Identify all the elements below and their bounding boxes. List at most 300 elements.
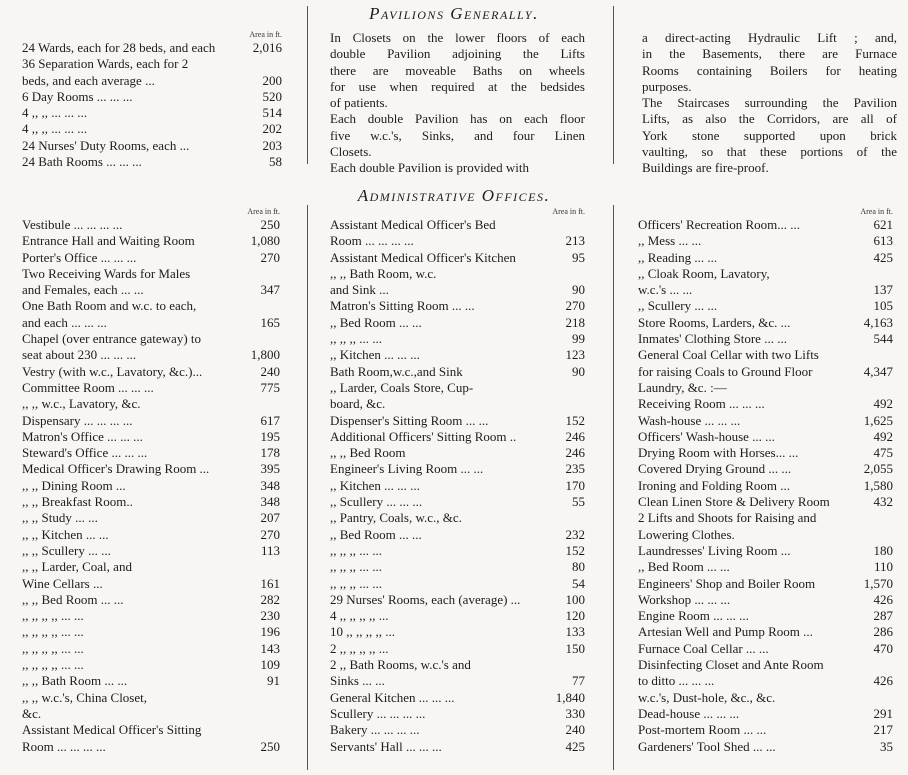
table-row [638,217,893,233]
table-row [638,250,893,266]
area-value: 90 [572,363,585,379]
table-row [22,624,280,640]
table-row [638,559,893,575]
room-label: Matron's Sitting Room ... ... [330,298,475,314]
table-row [638,445,893,461]
area-value: 1,080 [250,233,280,249]
area-value: 617 [260,412,280,428]
room-label: Post-mortem Room ... ... [638,722,767,738]
table-row [22,121,282,137]
table-row [22,673,280,689]
text-line: Buildings are fire-proof. [642,160,769,176]
room-label: seat about 230 ... ... ... [22,347,137,363]
table-row [22,576,280,592]
room-label: Committee Room ... ... ... [22,379,154,395]
area-value: 180 [873,542,893,558]
room-label: ,, ,, Breakfast Room.. [22,494,133,510]
room-label: Furnace Coal Cellar ... ... [638,640,769,656]
table-row [330,608,585,624]
area-value: 492 [873,396,893,412]
area-value: 80 [572,559,585,575]
area-value: 133 [565,624,585,640]
room-label: ,, ,, ,, ... ... [330,331,382,347]
table-row [330,217,585,233]
room-label: ,, ,, w.c.'s, China Closet, [22,689,147,705]
table-row [22,413,280,429]
room-label: ,, ,, Bath Room, w.c. [330,265,437,281]
area-value: 91 [267,673,280,689]
area-value: 613 [873,233,893,249]
room-label: w.c.'s ... ... [638,282,693,298]
area-value: 1,570 [863,575,893,591]
text-line: The Staircases surrounding the Pavilion [642,95,897,111]
room-label: Room ... ... ... ... [330,233,414,249]
area-value: 230 [260,608,280,624]
area-value: 105 [873,298,893,314]
offices-middle-column [330,207,585,755]
room-label: Room ... ... ... ... [22,738,106,754]
table-row [22,641,280,657]
room-label: Bakery ... ... ... ... [330,722,420,738]
area-value: 200 [262,72,282,88]
text-line: a direct-acting Hydraulic Lift ; and, [642,30,897,45]
room-label: ,, Larder, Coals Store, Cup- [330,379,474,395]
table-row [330,315,585,331]
room-label: Servants' Hall ... ... ... [330,738,442,754]
table-row [22,315,280,331]
room-label: Laundresses' Living Room ... [638,542,791,558]
table-row [22,494,280,510]
area-value: 330 [565,705,585,721]
area-value: 246 [565,428,585,444]
area-value: 250 [260,738,280,754]
table-row [638,347,893,363]
area-value: 240 [260,363,280,379]
table-row [22,657,280,673]
table-row [330,233,585,249]
area-value: 100 [565,591,585,607]
table-row [638,576,893,592]
room-label: Two Receiving Wards for Males [22,265,191,281]
area-value: 58 [269,154,282,170]
area-value: 77 [572,673,585,689]
room-label: 4 ,, ,, ... ... ... [22,105,87,121]
table-row [330,559,585,575]
room-label: board, &c. [330,396,386,412]
table-row [22,233,280,249]
room-label: ,, Scullery ... ... [638,298,718,314]
room-label: Drying Room with Horses... ... [638,445,799,461]
table-row [330,641,585,657]
text-line: for use when required at the bedsides [330,78,585,94]
table-row [330,266,585,282]
table-row [22,56,282,72]
room-label: Gardeners' Tool Shed ... ... [638,738,776,754]
room-label: Wash-house ... ... ... [638,412,741,428]
room-label: Medical Officer's Drawing Room ... [22,461,210,477]
room-label: Entrance Hall and Waiting Room [22,233,195,249]
area-header: Area in ft. [247,207,280,216]
area-value: 203 [262,137,282,153]
table-row [638,364,893,380]
area-value: 432 [873,494,893,510]
table-row [330,576,585,592]
room-label: 24 Bath Rooms ... ... ... [22,154,142,170]
room-label: ,, ,, Larder, Coal, and [22,559,132,575]
text-line: double Pavilion adjoining the Lifts [330,46,585,62]
table-row [22,154,282,170]
area-value: 217 [873,722,893,738]
area-value: 4,163 [863,314,893,330]
table-row [330,673,585,689]
table-row [22,217,280,233]
room-label: ,, Mess ... ... [638,233,702,249]
table-row [330,543,585,559]
area-value: 240 [565,722,585,738]
table-row [330,364,585,380]
area-value: 492 [873,428,893,444]
table-row [638,510,893,526]
room-label: ,, ,, ,, ,, ... ... [22,640,84,656]
area-value: 395 [260,461,280,477]
text-line: In Closets on the lower floors of each [330,30,585,45]
room-label: and each ... ... ... [22,314,107,330]
text-line: Closets. [330,144,372,160]
text-line: in the Basements, there are Furnace [642,46,897,62]
table-row [22,105,282,121]
area-value: 178 [260,445,280,461]
area-value: 1,840 [555,689,585,705]
room-label: Steward's Office ... ... ... [22,445,148,461]
table-row [638,673,893,689]
area-value: 425 [873,249,893,265]
column-divider-left-top [307,6,308,164]
room-label: 2 Lifts and Shoots for Raising and [638,510,817,526]
table-row [330,722,585,738]
table-row [638,298,893,314]
area-value: 775 [260,379,280,395]
table-row [638,690,893,706]
column-divider-right-bottom [613,205,614,770]
room-label: ,, Bed Room ... ... [330,314,422,330]
room-label: 24 Nurses' Duty Rooms, each ... [22,137,190,153]
area-value: 35 [880,738,893,754]
area-header: Area in ft. [860,207,893,216]
room-label: Dead-house ... ... ... [638,705,740,721]
area-value: 99 [572,331,585,347]
area-value: 95 [572,249,585,265]
room-label: Assistant Medical Officer's Bed [330,217,496,232]
table-row [330,706,585,722]
room-label: 10 ,, ,, ,, ,, ... [330,624,395,640]
table-row [638,461,893,477]
room-label: for raising Coals to Ground Floor [638,363,813,379]
table-row [638,722,893,738]
area-value: 250 [260,217,280,232]
table-row [22,380,280,396]
area-value: 109 [260,657,280,673]
area-value: 2,055 [863,461,893,477]
column-divider-left-bottom [307,205,308,770]
table-row [330,624,585,640]
room-label: ,, ,, ,, ,, ... ... [22,624,84,640]
table-row [330,445,585,461]
table-row [22,510,280,526]
area-value: 1,625 [863,412,893,428]
table-row [638,624,893,640]
area-value: 270 [565,298,585,314]
room-label: Artesian Well and Pump Room ... [638,624,813,640]
table-row [22,266,280,282]
room-label: General Kitchen ... ... ... [330,689,455,705]
room-label: ,, ,, ,, ... ... [330,575,382,591]
room-label: 24 Wards, each for 28 beds, and each [22,40,216,55]
table-row [330,690,585,706]
room-label: Bath Room,w.c.,and Sink [330,363,463,379]
table-row [330,298,585,314]
table-row [22,461,280,477]
text-line: of patients. [330,95,388,111]
room-label: ,, ,, Dining Room ... [22,477,126,493]
table-row [22,347,280,363]
text-line: Rooms containing Boilers for heating [642,62,897,78]
column-divider-right-top [613,6,614,164]
room-label: ,, ,, Bed Room ... ... [22,591,124,607]
table-row [22,559,280,575]
table-row [330,250,585,266]
area-value: 110 [873,559,893,575]
table-row [638,592,893,608]
table-row [638,315,893,331]
area-value: 291 [873,705,893,721]
table-row [638,706,893,722]
table-row [330,282,585,298]
room-label: ,, Scullery ... ... ... [330,494,423,510]
area-value: 286 [873,624,893,640]
area-value: 621 [873,217,893,232]
room-label: ,, ,, ,, ,, ... ... [22,608,84,624]
room-label: ,, Kitchen ... ... ... [330,347,420,363]
area-value: 426 [873,673,893,689]
area-value: 143 [260,640,280,656]
table-row [330,347,585,363]
area-value: 54 [572,575,585,591]
room-label: Wine Cellars ... [22,575,103,591]
room-label: ,, ,, Bed Room [330,445,406,461]
section-heading-pavilions: Pavilions Generally. [369,4,539,23]
room-label: Engineer's Living Room ... ... [330,461,484,477]
area-value: 426 [873,591,893,607]
table-row [22,331,280,347]
table-row [22,73,282,89]
area-value: 232 [565,526,585,542]
table-row [330,527,585,543]
room-label: w.c.'s, Dust-hole, &c., &c. [638,689,776,705]
table-row [330,494,585,510]
room-label: Officers' Wash-house ... ... [638,428,775,444]
room-label: 4 ,, ,, ,, ,, ... [330,608,389,624]
room-label: Covered Drying Ground ... ... [638,461,792,477]
room-label: Store Rooms, Larders, &c. ... [638,314,791,330]
area-value: 348 [260,477,280,493]
area-value: 544 [873,331,893,347]
table-row [638,478,893,494]
table-row [330,429,585,445]
table-row [638,739,893,755]
table-row [22,445,280,461]
table-row [638,494,893,510]
room-label: Inmates' Clothing Store ... ... [638,331,787,347]
room-label: ,, ,, ,, ... ... [330,542,382,558]
area-value: 470 [873,640,893,656]
room-label: Disinfecting Closet and Ante Room [638,657,824,673]
area-value: 113 [260,542,280,558]
room-label: Ironing and Folding Room ... [638,477,791,493]
area-value: 2,016 [252,40,282,55]
area-value: 1,580 [863,477,893,493]
area-value: 123 [565,347,585,363]
table-row [22,722,280,738]
room-label: General Coal Cellar with two Lifts [638,347,819,363]
table-row [638,429,893,445]
area-value: 425 [565,738,585,754]
area-value: 55 [572,494,585,510]
room-label: One Bath Room and w.c. to each, [22,298,197,314]
table-row [638,396,893,412]
table-row [330,396,585,412]
table-row [22,592,280,608]
room-label: Engineers' Shop and Boiler Room [638,575,816,591]
table-row [22,478,280,494]
table-row [330,739,585,755]
table-row [330,331,585,347]
text-line: purposes. [642,78,692,94]
area-value: 1,800 [250,347,280,363]
table-row [22,429,280,445]
room-label: Assistant Medical Officer's Kitchen [330,249,516,265]
table-row [330,510,585,526]
table-row [22,608,280,624]
table-row [638,233,893,249]
table-row [22,690,280,706]
table-row [638,380,893,396]
room-label: 4 ,, ,, ... ... ... [22,121,87,137]
table-row [638,657,893,673]
table-row [330,592,585,608]
area-value: 246 [565,445,585,461]
table-row [638,608,893,624]
room-label: Vestry (with w.c., Lavatory, &c.)... [22,363,203,379]
pavilions-middle-column [330,30,585,177]
text-line: Each double Pavilion is provided with [330,160,529,176]
room-label: ,, Bed Room ... ... [638,559,730,575]
table-row [638,331,893,347]
area-header: Area in ft. [552,207,585,216]
room-label: Dispensary ... ... ... ... [22,412,133,428]
table-row [22,706,280,722]
table-row [638,266,893,282]
table-row [330,413,585,429]
text-line: York stone supported upon brick [642,127,897,143]
table-row [330,478,585,494]
area-value: 475 [873,445,893,461]
room-label: 6 Day Rooms ... ... ... [22,88,133,104]
room-label: Workshop ... ... ... [638,591,731,607]
table-row [22,364,280,380]
area-value: 137 [873,282,893,298]
room-label: ,, ,, Bath Room ... ... [22,673,128,689]
room-label: Assistant Medical Officer's Sitting [22,722,202,738]
area-value: 165 [260,314,280,330]
table-row [22,298,280,314]
room-label: Dispenser's Sitting Room ... ... [330,412,489,428]
room-label: ,, ,, Study ... ... [22,510,98,526]
area-value: 161 [260,575,280,591]
pavilions-left-column [22,30,282,170]
area-value: 150 [565,640,585,656]
room-label: ,, ,, Scullery ... ... [22,542,111,558]
pavilions-right-column [642,30,897,177]
offices-right-column [638,207,893,755]
area-value: 270 [260,526,280,542]
area-value: 270 [260,249,280,265]
room-label: Chapel (over entrance gateway) to [22,331,202,347]
area-value: 195 [260,428,280,444]
area-value: 282 [260,591,280,607]
room-label: Lowering Clothes. [638,526,735,542]
table-row [22,138,282,154]
area-value: 202 [262,121,282,137]
area-value: 207 [260,510,280,526]
room-label: ,, ,, Kitchen ... ... [22,526,109,542]
area-value: 287 [873,608,893,624]
table-row [638,282,893,298]
table-row [22,89,282,105]
room-label: ,, Kitchen ... ... ... [330,477,420,493]
area-value: 520 [262,88,282,104]
room-label: ,, ,, ,, ,, ... ... [22,657,84,673]
section-heading-administrative: Administrative Offices. [357,186,551,205]
room-label: ,, Bed Room ... ... [330,526,422,542]
room-label: Laundry, &c. :— [638,379,727,395]
area-value: 235 [565,461,585,477]
text-line: Lifts, as also the Corridors, are all of [642,111,897,127]
table-row [22,250,280,266]
room-label: Receiving Room ... ... ... [638,396,765,412]
room-label: Porter's Office ... ... ... [22,249,137,265]
area-value: 514 [262,105,282,121]
room-label: Matron's Office ... ... ... [22,428,143,444]
area-value: 348 [260,494,280,510]
room-label: 29 Nurses' Rooms, each (average) ... [330,591,521,607]
room-label: 36 Separation Wards, each for 2 [22,56,189,72]
room-label: beds, and each average ... [22,72,155,88]
table-row [22,396,280,412]
room-label: ,, ,, w.c., Lavatory, &c. [22,396,141,412]
area-value: 120 [565,608,585,624]
text-line: there are moveable Baths on wheels [330,62,585,78]
room-label: Scullery ... ... ... ... [330,705,426,721]
room-label: ,, ,, ,, ... ... [330,559,382,575]
area-value: 152 [565,542,585,558]
table-row [330,657,585,673]
room-label: to ditto ... ... ... [638,673,715,689]
room-label: ,, Reading ... ... [638,249,718,265]
area-value: 170 [565,477,585,493]
room-label: Sinks ... ... [330,673,385,689]
text-line: five w.c.'s, Sinks, and four Linen [330,127,585,143]
table-row [22,282,280,298]
